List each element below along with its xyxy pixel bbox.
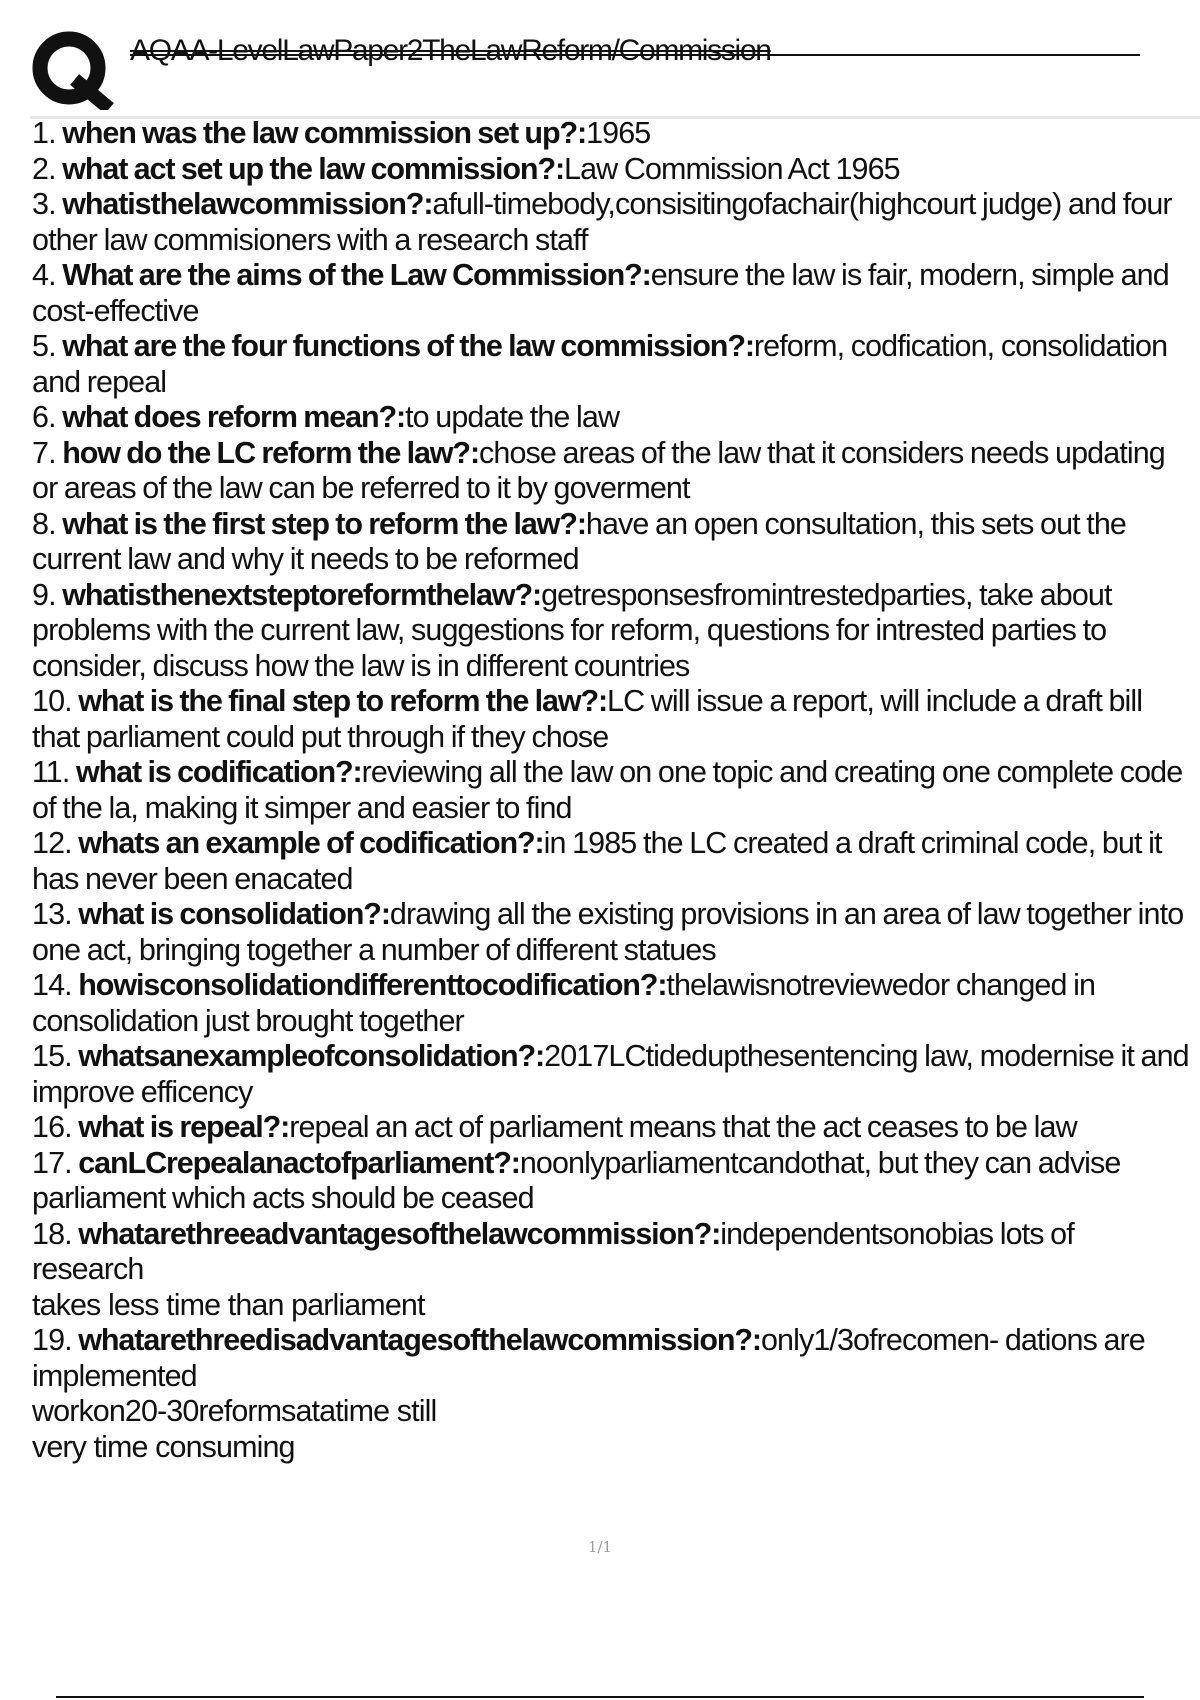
question: whatisthenextsteptoreformthelaw?: [62, 577, 542, 612]
question: when was the law commission set up?: [62, 116, 587, 150]
answer: repeal an act of parliament means that the act ceases to be law [289, 1110, 1077, 1144]
answer: thelawisnotreviewedor changed in consolidation just brought together [32, 968, 1096, 1038]
question: whatarethreeadvantagesofthelawcommission?: [78, 1216, 721, 1251]
list-item: 12. whats an example of codification?:in 1985 the LC created a draft criminal code, but it has never been enacated [32, 826, 1162, 896]
list-item: 10. what is the final step to reform the law?:LC will issue a report, will include a draft bill that parliament could put through if they chose [32, 684, 1143, 754]
list-item: 14. howisconsolidationdifferenttocodification?:thelawisnotreviewedor changed in consolidation just brought together [32, 968, 1096, 1038]
question: howisconsolidationdifferenttocodification?: [78, 968, 667, 1002]
question: canLCrepealanactofparliament?: [78, 1145, 520, 1180]
list-item: 2. what act set up the law commission?:Law Commission Act 1965 [32, 151, 900, 186]
answer: noonlyparliamentcandothat, but they can advise parliament which acts should be ceased [32, 1145, 1121, 1215]
list-item: 11. what is codification?:reviewing all the law on one topic and creating one complete code of the la, making it simper and easier to find [32, 755, 1183, 825]
list-item: 7. how do the LC reform the law?:chose areas of the law that it considers needs updating or areas of the law can be referred to it by goverment [32, 435, 1165, 505]
quizlet-q-logo-icon [30, 30, 116, 110]
list-item: 8. what is the first step to reform the law?:have an open consultation, this sets out the current law and why it needs to be reformed [32, 506, 1126, 576]
list-item: 19. whatarethreedisadvantagesofthelawcommission?:only1/3ofrecomen- dations are implemented workon20-30reformsatatime still very time consuming [32, 1323, 1190, 1465]
answer: getresponsesfromintrestedparties, take about problems with the current law, suggestions for reform, questions for intrested parties to consider, discuss how the law is in different countries [32, 577, 1112, 683]
answer: independentsonobias lots of research [32, 1216, 1074, 1286]
answer-continued: workon20-30reformsatatime still [32, 1394, 437, 1428]
question: what is codification?: [76, 755, 362, 789]
question: what is the first step to reform the law?: [62, 506, 586, 541]
list-item: 17. canLCrepealanactofparliament?:noonlyparliamentcandothat, but they can advise parliament which acts should be ceased [32, 1145, 1121, 1215]
document-title: AQAA-LevelLawPaper2TheLawReform/Commission [130, 34, 771, 67]
answer: only1/3ofrecomen- dations are implemented [32, 1323, 1145, 1393]
answer: chose areas of the law that it considers needs updating or areas of the law can be referred to it by goverment [32, 435, 1165, 505]
question: what act set up the law commission?: [62, 151, 565, 186]
page-number: 1/1 [587, 1538, 613, 1556]
answer: reviewing all the law on one topic and creating one complete code of the la, making it simper and easier to find [32, 755, 1183, 825]
footer-rule [56, 1696, 1144, 1698]
list-item: 15. whatsanexampleofconsolidation?:2017LCtidedupthesentencing law, modernise it and improve efficency [32, 1039, 1189, 1109]
list-item: 5. what are the four functions of the law commission?:reform, codfication, consolidation and repeal [32, 329, 1168, 399]
question: whats an example of codification?: [78, 826, 544, 860]
list-item: 18. whatarethreeadvantagesofthelawcommission?:independentsonobias lots of research takes less time than parliament [32, 1217, 1190, 1324]
list-item: 3. whatisthelawcommission?:afull-timebody,consisitingofachair(highcourt judge) and four other law commisioners with a research staff [32, 187, 1172, 257]
question: what is repeal?: [78, 1110, 290, 1144]
answer: have an open consultation, this sets out the current law and why it needs to be reformed [32, 506, 1126, 576]
answer: LC will issue a report, will include a draft bill that parliament could put through if they chose [32, 684, 1143, 754]
answer: 1965 [586, 116, 651, 150]
question: what is the final step to reform the law?: [78, 684, 608, 718]
list-item: 6. what does reform mean?:to update the law [32, 400, 620, 434]
answer: reform, codfication, consolidation and repeal [32, 329, 1168, 399]
answer: ensure the law is fair, modern, simple and cost-effective [32, 258, 1169, 328]
question: whatisthelawcommission?: [62, 187, 433, 221]
flashcard-list [32, 116, 1190, 1465]
question: What are the aims of the Law Commission?: [62, 258, 651, 292]
answer-continued: takes less time than parliament [32, 1287, 425, 1322]
answer: afull-timebody,consisitingofachair(highcourt judge) and four other law commisioners with a research staff [32, 187, 1172, 257]
question: how do the LC reform the law?: [62, 435, 480, 470]
answer: Law Commission Act 1965 [564, 151, 900, 186]
question: whatsanexampleofconsolidation?: [78, 1039, 545, 1073]
answer: to update the law [405, 400, 620, 434]
answer: 2017LCtidedupthesentencing law, modernise it and improve efficency [32, 1039, 1189, 1109]
question: what are the four functions of the law commission?: [62, 329, 754, 363]
list-item: 1. when was the law commission set up?:1965 [32, 116, 651, 150]
answer-continued: very time consuming [32, 1429, 295, 1464]
list-item: 16. what is repeal?:repeal an act of parliament means that the act ceases to be law [32, 1110, 1077, 1144]
list-item: 13. what is consolidation?:drawing all the existing provisions in an area of law together into one act, bringing together a number of different statues [32, 897, 1184, 967]
question: what is consolidation?: [78, 897, 390, 931]
page-header [30, 26, 1140, 111]
answer: in 1985 the LC created a draft criminal code, but it has never been enacated [32, 826, 1162, 896]
question: what does reform mean?: [62, 400, 406, 434]
answer: drawing all the existing provisions in an area of law together into one act, bringing together a number of different statues [32, 897, 1184, 967]
list-item: 4. What are the aims of the Law Commission?:ensure the law is fair, modern, simple and cost-effective [32, 258, 1169, 328]
question: whatarethreedisadvantagesofthelawcommission?: [78, 1323, 761, 1357]
list-item: 9. whatisthenextsteptoreformthelaw?:getresponsesfromintrestedparties, take about problems with the current law, suggestions for reform, questions for intrested parties to consider, discuss how the law is in different countries [32, 577, 1112, 683]
